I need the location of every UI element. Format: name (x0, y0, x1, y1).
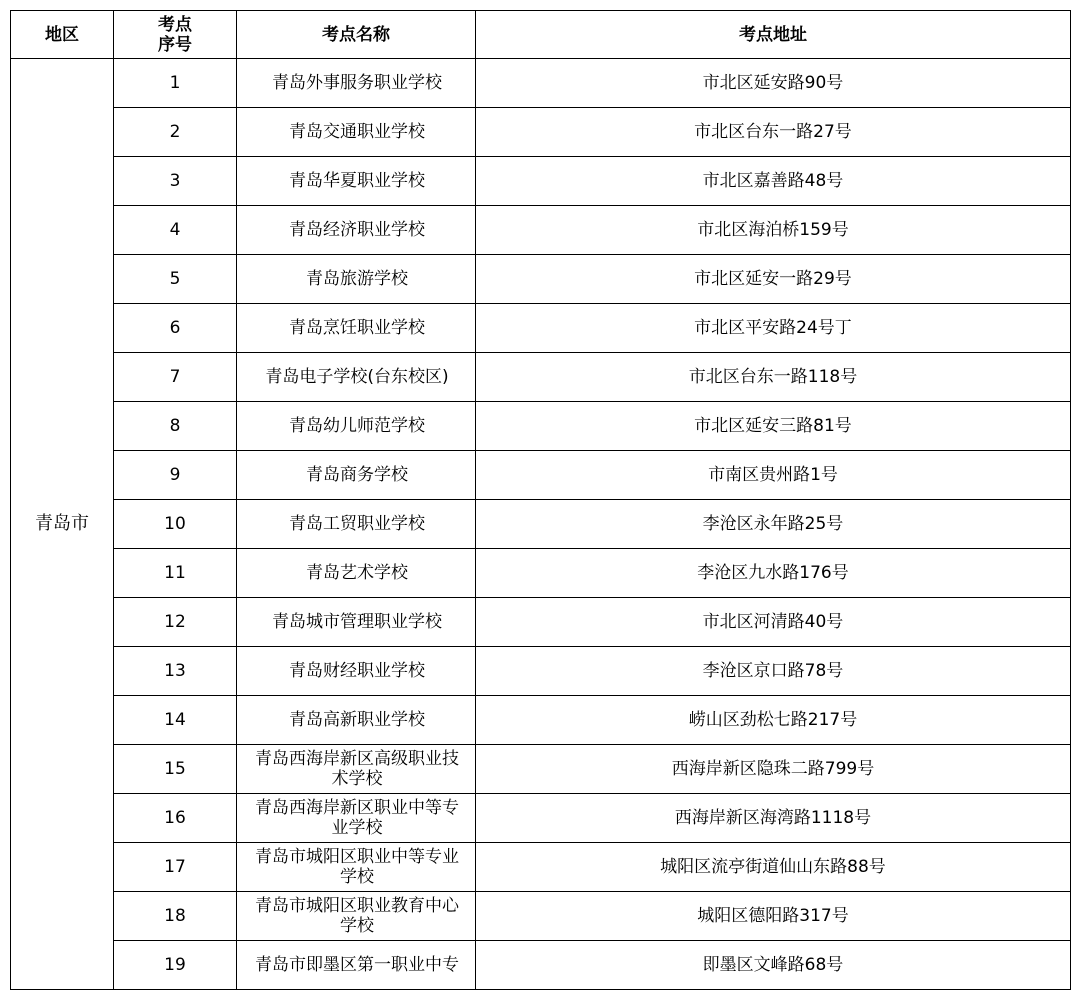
site-address-cell: 即墨区文峰路68号 (476, 941, 1071, 990)
site-address-cell: 李沧区京口路78号 (476, 647, 1071, 696)
site-name-cell (237, 794, 476, 843)
site-name-text: 青岛华夏职业学校 (289, 171, 425, 191)
site-name-text: 青岛烹饪职业学校 (289, 318, 425, 338)
seq-cell: 11 (114, 549, 237, 598)
seq-cell: 12 (114, 598, 237, 647)
seq-cell: 3 (114, 157, 237, 206)
site-name-text: 青岛市即墨区第一职业中专 (255, 955, 459, 975)
site-name-text: 青岛财经职业学校 (289, 661, 425, 681)
site-address-cell: 西海岸新区海湾路1118号 (476, 794, 1071, 843)
site-name-cell (237, 304, 476, 353)
site-name-text: 青岛电子学校(台东校区) (265, 367, 449, 387)
site-name-cell (237, 500, 476, 549)
site-name-text: 青岛幼儿师范学校 (289, 416, 425, 436)
exam-sites-table (10, 10, 1071, 990)
site-name-cell (237, 549, 476, 598)
site-name-cell (237, 843, 476, 892)
site-name-cell (237, 59, 476, 108)
site-name-text: 青岛市城阳区职业教育中心学校 (255, 896, 459, 936)
site-address-cell: 市北区海泊桥159号 (476, 206, 1071, 255)
site-address-cell: 市北区延安三路81号 (476, 402, 1071, 451)
site-address-cell: 城阳区德阳路317号 (476, 892, 1071, 941)
site-address-cell: 市北区嘉善路48号 (476, 157, 1071, 206)
site-name-cell (237, 402, 476, 451)
table-header-row (11, 11, 1071, 59)
site-name-text: 青岛艺术学校 (306, 563, 408, 583)
seq-cell: 8 (114, 402, 237, 451)
site-name-cell (237, 353, 476, 402)
site-address-cell: 西海岸新区隐珠二路799号 (476, 745, 1071, 794)
seq-cell: 17 (114, 843, 237, 892)
site-name-cell (237, 108, 476, 157)
seq-cell: 15 (114, 745, 237, 794)
site-address-cell: 市北区平安路24号丁 (476, 304, 1071, 353)
table-body (11, 59, 1071, 990)
seq-cell: 6 (114, 304, 237, 353)
seq-cell: 1 (114, 59, 237, 108)
site-name-text: 青岛高新职业学校 (289, 710, 425, 730)
table-row (11, 941, 1071, 990)
table-row (11, 108, 1071, 157)
seq-cell: 19 (114, 941, 237, 990)
table-row (11, 353, 1071, 402)
table-row (11, 206, 1071, 255)
header-seq: 考点 序号 (114, 11, 237, 59)
seq-cell: 18 (114, 892, 237, 941)
site-name-cell (237, 451, 476, 500)
site-address-cell: 市北区台东一路27号 (476, 108, 1071, 157)
site-address-cell: 李沧区永年路25号 (476, 500, 1071, 549)
table-row (11, 696, 1071, 745)
table-row (11, 157, 1071, 206)
table-row (11, 451, 1071, 500)
site-name-cell (237, 206, 476, 255)
table-row (11, 843, 1071, 892)
region-cell: 青岛市 (11, 59, 114, 990)
site-name-cell (237, 941, 476, 990)
site-name-cell (237, 892, 476, 941)
seq-cell: 5 (114, 255, 237, 304)
site-name-cell (237, 255, 476, 304)
header-name: 考点名称 (237, 11, 476, 59)
seq-cell: 7 (114, 353, 237, 402)
site-name-text: 青岛市城阳区职业中等专业学校 (255, 847, 459, 887)
table-row (11, 647, 1071, 696)
site-name-cell (237, 696, 476, 745)
site-name-text: 青岛商务学校 (306, 465, 408, 485)
site-name-cell (237, 157, 476, 206)
header-address: 考点地址 (476, 11, 1071, 59)
site-address-cell: 市北区台东一路118号 (476, 353, 1071, 402)
site-name-cell (237, 745, 476, 794)
site-address-cell: 市南区贵州路1号 (476, 451, 1071, 500)
seq-cell: 4 (114, 206, 237, 255)
seq-cell: 9 (114, 451, 237, 500)
site-address-cell: 李沧区九水路176号 (476, 549, 1071, 598)
site-address-cell: 市北区延安一路29号 (476, 255, 1071, 304)
site-name-cell (237, 598, 476, 647)
site-address-cell: 市北区延安路90号 (476, 59, 1071, 108)
site-name-text: 青岛西海岸新区高级职业技术学校 (255, 749, 459, 789)
table-row (11, 500, 1071, 549)
site-address-cell: 城阳区流亭街道仙山东路88号 (476, 843, 1071, 892)
site-name-text: 青岛外事服务职业学校 (272, 73, 442, 93)
seq-cell: 2 (114, 108, 237, 157)
site-name-text: 青岛西海岸新区职业中等专业学校 (255, 798, 459, 838)
site-name-cell (237, 647, 476, 696)
table-row (11, 402, 1071, 451)
site-address-cell: 市北区河清路40号 (476, 598, 1071, 647)
table-row (11, 549, 1071, 598)
table-row (11, 304, 1071, 353)
header-region: 地区 (11, 11, 114, 59)
seq-cell: 16 (114, 794, 237, 843)
site-name-text: 青岛交通职业学校 (289, 122, 425, 142)
table-row (11, 59, 1071, 108)
site-name-text: 青岛经济职业学校 (289, 220, 425, 240)
site-name-text: 青岛工贸职业学校 (289, 514, 425, 534)
site-name-text: 青岛旅游学校 (306, 269, 408, 289)
seq-cell: 13 (114, 647, 237, 696)
table-row (11, 892, 1071, 941)
table-row (11, 794, 1071, 843)
seq-cell: 10 (114, 500, 237, 549)
site-name-text: 青岛城市管理职业学校 (272, 612, 442, 632)
site-address-cell: 崂山区劲松七路217号 (476, 696, 1071, 745)
table-row (11, 598, 1071, 647)
table-row (11, 745, 1071, 794)
seq-cell: 14 (114, 696, 237, 745)
table-row (11, 255, 1071, 304)
